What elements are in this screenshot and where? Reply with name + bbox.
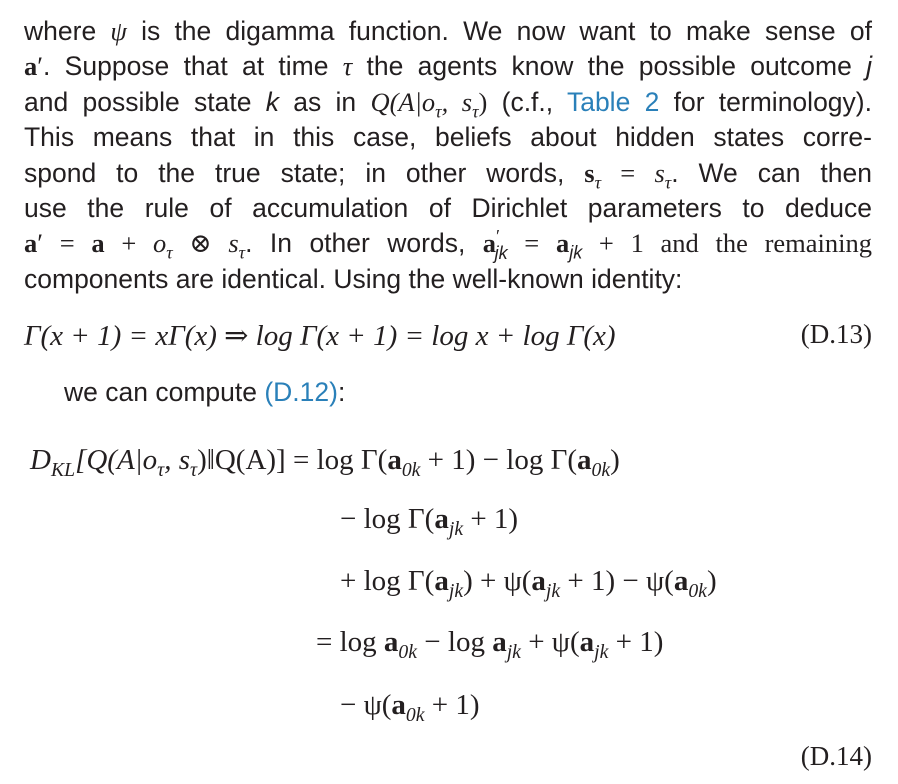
math-k: k: [265, 86, 279, 117]
math-sub: τ: [157, 458, 165, 481]
text-span: . We can then: [671, 157, 872, 188]
math-part: + 1) − log Γ(: [420, 444, 578, 476]
math-part: − log Γ(: [340, 503, 435, 535]
paragraph-line-5: [24, 156, 872, 191]
math-sub: τ: [472, 101, 479, 122]
math-sub: jk: [506, 640, 521, 663]
math-sub: jk: [594, 640, 609, 663]
text-span: :: [337, 377, 346, 407]
equation-d14-line-2: [340, 503, 519, 540]
math-plus: +: [104, 228, 154, 259]
math-prime: ′: [37, 228, 44, 259]
math-part: − ψ(: [340, 689, 392, 721]
math-sub: τ: [594, 171, 602, 192]
math-sub: 0k: [401, 458, 421, 481]
text-span: as in: [278, 86, 371, 117]
math-part: + log Γ(: [340, 565, 435, 597]
math-part: − log: [417, 626, 493, 658]
math-a: a: [383, 626, 399, 658]
math-a: a: [492, 626, 507, 658]
math-part: ) + ψ(: [463, 565, 532, 597]
math-sub: τ: [664, 171, 672, 192]
math-sub: 0k: [688, 579, 707, 602]
math-a: a: [673, 565, 689, 597]
eq-d12-link[interactable]: (D.12): [264, 377, 338, 407]
math-sub: 0k: [591, 458, 611, 481]
math-eq: =: [43, 228, 92, 259]
math-a: a: [531, 565, 546, 597]
math-part: + 1): [608, 626, 664, 658]
math-part: = log: [316, 626, 384, 658]
math-otimes: ⊗: [172, 228, 229, 259]
math-part: ): [610, 444, 620, 476]
math-eq: =: [507, 228, 556, 259]
compute-line: [64, 377, 345, 408]
paragraph-line-7: [24, 226, 872, 261]
math-a: a: [579, 626, 595, 658]
math-sub: τ: [166, 242, 173, 263]
math-a: a: [387, 444, 402, 476]
psi-symbol: ψ: [110, 16, 127, 46]
math-a: a: [391, 689, 406, 721]
paragraph-line-8: components are identical. Using the well-known identity:: [24, 263, 683, 294]
text-span: and possible state: [24, 86, 266, 117]
math-a: a: [555, 228, 570, 259]
math-part: D: [30, 444, 51, 476]
table-2-link[interactable]: Table 2: [566, 86, 660, 117]
math-part: [Q(A|o: [75, 444, 158, 476]
text-span: + 1 and the remaining: [582, 228, 872, 259]
math-part: )‖Q(A)] = log Γ(: [197, 444, 388, 476]
math-sub: τ: [238, 242, 246, 263]
text-span: the agents know the possible outcome: [352, 51, 867, 82]
equation-d14-line-1: [30, 444, 620, 481]
math-a: a: [91, 228, 105, 259]
text-span: we can compute: [64, 377, 265, 407]
equation-d13: Γ(x + 1) = xΓ(x) ⇒ log Γ(x + 1) = log x + log Γ(x): [24, 320, 616, 352]
text-span: . Suppose that at time: [43, 51, 343, 82]
math-part: ): [478, 86, 488, 117]
paragraph-line-1: [24, 14, 872, 49]
text-span: where: [24, 16, 111, 46]
equation-d14-line-5: [340, 689, 480, 726]
math-sub: jk: [569, 242, 583, 263]
math-sub: τ: [190, 458, 198, 481]
paragraph-line-4: This means that in this case, beliefs about hidden states corre-: [24, 122, 872, 153]
math-sub: jk: [448, 579, 464, 602]
math-tau: τ: [342, 51, 353, 82]
math-part: , s: [164, 444, 190, 476]
math-part: Q(A|o: [370, 86, 436, 117]
math-part: + 1) − ψ(: [560, 565, 674, 597]
paragraph-line-6: use the rule of accumulation of Dirichlet parameters to deduce: [24, 193, 872, 224]
math-a: a: [434, 565, 449, 597]
math-s: s: [228, 228, 239, 259]
paragraph-line-2: [24, 49, 872, 84]
math-sub: jk: [448, 517, 464, 540]
math-sub: τ: [435, 101, 442, 122]
text-span: is the digamma function. We now want to make sense of: [126, 16, 872, 46]
math-sub: jk: [494, 242, 508, 263]
body-paragraph: [24, 14, 872, 297]
text-span: . In other words,: [245, 228, 483, 259]
text-span: spond to the true state; in other words,: [24, 157, 585, 188]
math-s: s: [654, 157, 665, 188]
math-s-bold: s: [584, 157, 595, 188]
math-sub: KL: [50, 458, 76, 481]
math-sup: ′: [496, 226, 500, 247]
math-a: a: [24, 228, 38, 259]
math-part: ): [706, 565, 717, 597]
math-a: a: [434, 503, 449, 535]
math-eq: =: [601, 157, 655, 188]
equation-number-d13: (D.13): [800, 319, 872, 349]
text-span: (c.f.,: [487, 86, 567, 117]
math-part: + ψ(: [520, 626, 580, 658]
math-a: a: [24, 51, 38, 82]
math-a: a: [482, 228, 497, 259]
equation-d14-line-3: [340, 565, 717, 602]
paragraph-line-3: [24, 85, 872, 120]
math-o: o: [153, 228, 167, 259]
equation-number-d14: (D.14): [800, 741, 872, 771]
math-sub: jk: [545, 579, 561, 602]
math-q-expression: [370, 86, 488, 122]
math-a: a: [577, 444, 592, 476]
math-j: j: [866, 51, 873, 82]
math-prime: ′: [37, 51, 44, 82]
math-sub: 0k: [398, 640, 418, 663]
math-part: + 1): [424, 689, 480, 721]
math-part: , s: [441, 86, 473, 117]
text-span: for terminology).: [659, 86, 872, 117]
equation-d14-line-4: [316, 626, 664, 663]
math-part: + 1): [463, 503, 519, 535]
math-sub: 0k: [405, 703, 425, 726]
